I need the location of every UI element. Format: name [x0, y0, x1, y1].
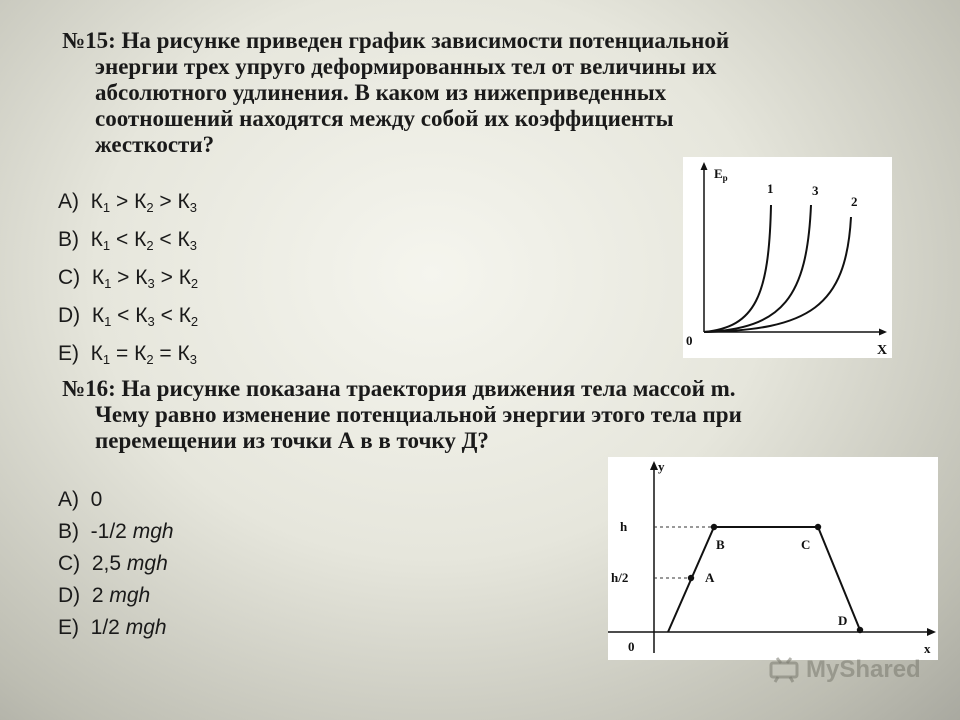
y-axis-label: y [658, 459, 665, 474]
origin-label: 0 [628, 639, 635, 654]
q15-option-a[interactable]: А) $К_1 > К_2 > К_3$ [58, 190, 197, 215]
point-d-label: D [838, 613, 848, 628]
q15-option-d[interactable]: D) $К_1 < К_3 < К_2$ [58, 304, 199, 329]
figure-trajectory [608, 457, 938, 660]
q15-option-c[interactable]: С) $К_1 > К_3 > К_2$ [58, 266, 199, 291]
curve-3-label: 3 [812, 183, 819, 198]
curve-3 [704, 205, 811, 332]
curve-2 [704, 217, 851, 332]
q15-option-e[interactable]: Е) $К_1 = К_2 = К_3$ [58, 342, 197, 367]
y-axis-arrow-icon [650, 461, 658, 470]
curve-1 [704, 205, 771, 332]
x-axis-label: X [877, 343, 888, 358]
q15-line-3: абсолютного удлинения. В каком из нижеприведенных [95, 80, 667, 105]
point-a [688, 575, 694, 581]
q15-options [58, 186, 198, 376]
trajectory-line [668, 527, 860, 632]
point-d [857, 627, 863, 633]
q15-line-1: №15: На рисунке приведен график зависимости потенциальной [62, 28, 730, 53]
x-axis-arrow-icon [879, 329, 887, 336]
q16-option-a[interactable]: А) 0 [58, 488, 103, 511]
q15-line-2: энергии трех упруго деформированных тел от величины их [95, 54, 717, 79]
figure-ep-vs-x [683, 157, 892, 358]
x-axis-label: x [924, 641, 931, 656]
h-label: h [620, 519, 628, 534]
curve-1-label: 1 [767, 181, 774, 196]
h2-label: h/2 [611, 570, 629, 585]
question-16-text [62, 376, 862, 454]
projector-icon [768, 657, 800, 683]
q16-option-e[interactable]: Е) 1/2 mgh [58, 616, 167, 639]
q15-line-4: соотношений находятся между собой их коэффициенты [95, 106, 674, 131]
q16-line-3: перемещении из точки А в в точку Д? [95, 428, 489, 453]
point-b [711, 524, 717, 530]
point-a-label: A [705, 570, 715, 585]
point-b-label: B [716, 537, 725, 552]
origin-label: 0 [686, 333, 693, 348]
point-c [815, 524, 821, 530]
point-c-label: C [801, 537, 811, 552]
watermark-text: MyShared [806, 656, 921, 683]
curve-2-label: 2 [851, 194, 858, 209]
y-axis-arrow-icon [701, 162, 708, 170]
q16-options [58, 484, 174, 644]
watermark [768, 656, 921, 684]
q15-option-b[interactable]: В) $К_1 < К_2 < К_3$ [58, 228, 197, 253]
ep-axis-label: $E_p$ [714, 166, 728, 183]
x-axis-arrow-icon [927, 628, 936, 636]
q16-line-1: №16: На рисунке показана траектория движения тела массой m. [62, 376, 736, 401]
q16-option-c[interactable]: С) 2,5 mgh [58, 552, 168, 575]
q16-option-b[interactable]: В) -1/2 mgh [58, 520, 174, 543]
q16-line-2: Чему равно изменение потенциальной энергии этого тела при [95, 402, 742, 427]
q16-option-d[interactable]: D) 2 mgh [58, 584, 151, 607]
q15-line-5: жесткости? [95, 132, 215, 157]
question-15-text [62, 28, 862, 158]
